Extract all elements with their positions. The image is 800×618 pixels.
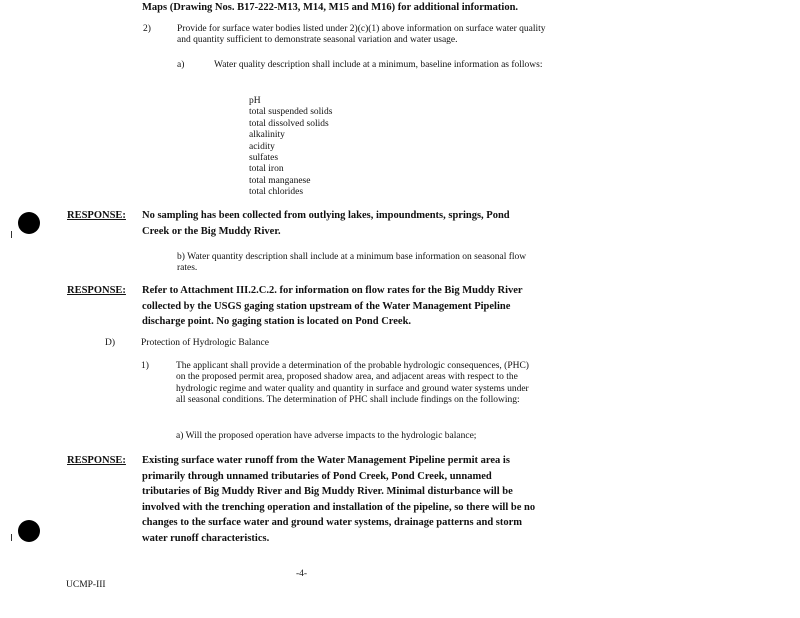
list-item: total suspended solids	[249, 107, 333, 118]
punch-hole-top	[18, 212, 40, 234]
list-item: total dissolved solids	[249, 118, 329, 129]
list-item: total iron	[249, 164, 284, 175]
item-2-text: Provide for surface water bodies listed under 2)(c)(1) above information on surface water quality and quantity sufficient to demonstrate seasonal variation and water usage.	[177, 24, 546, 46]
item-d1a-text: a) Will the proposed operation have adverse impacts to the hydrologic balance;	[176, 431, 477, 441]
item-2-number: 2)	[143, 24, 151, 34]
document-id: UCMP-III	[66, 580, 106, 590]
item-2a-text: Water quality description shall include at a minimum, baseline information as follows:	[214, 60, 543, 70]
list-item: total chlorides	[249, 187, 304, 198]
punch-hole-bottom	[18, 520, 40, 542]
section-d-title: Protection of Hydrologic Balance	[141, 338, 269, 348]
list-item: sulfates	[249, 153, 279, 164]
item-2b-text: b) Water quantity description shall include at a minimum base information on seasonal flow rates.	[177, 252, 527, 274]
section-d-letter: D)	[105, 338, 116, 348]
response-label: RESPONSE:	[67, 210, 126, 221]
response-1-text: No sampling has been collected from outlying lakes, impoundments, springs, Pond Creek or the Big Muddy River.	[142, 210, 510, 237]
list-item: pH	[249, 96, 261, 106]
item-2a-letter: a)	[177, 60, 185, 70]
item-d1-text: The applicant shall provide a determination of the probable hydrologic consequences, (PHC) on the proposed permit area, proposed shadow area, and adjacent areas with respect to the hydrologic regime and water quality and quantity in surface and ground water systems under all seasonal conditions. The determination of PHC shall include findings on the following:	[176, 361, 529, 406]
item-d1-number: 1)	[141, 361, 149, 371]
margin-mark	[11, 534, 12, 541]
response-label: RESPONSE:	[67, 285, 126, 296]
response-2-text: Refer to Attachment III.2.C.2. for information on flow rates for the Big Muddy River collected by the USGS gaging station upstream of the Water Management Pipeline discharge point. No gaging station is located on Pond Creek.	[142, 285, 523, 327]
water-quality-parameter-list	[249, 96, 332, 199]
list-item: alkalinity	[249, 130, 285, 141]
page-number: -4-	[296, 569, 308, 579]
margin-mark	[11, 231, 12, 238]
response-3-text: Existing surface water runoff from the Water Management Pipeline permit area is primarily through unnamed tributaries of Pond Creek, Pond Creek, unnamed tributaries of Big Muddy River and Big Muddy River. Minimal disturbance will be involved with the trenching operation and installation of the pipeline, so there will be no changes to the surface water and ground water systems, drainage patterns and storm water runoff characteristics.	[142, 455, 536, 544]
list-item: total manganese	[249, 175, 311, 186]
list-item: acidity	[249, 141, 275, 152]
response-label: RESPONSE:	[67, 455, 126, 466]
header-line: Maps (Drawing Nos. B17-222-M13, M14, M15 and M16) for additional information.	[142, 2, 519, 13]
